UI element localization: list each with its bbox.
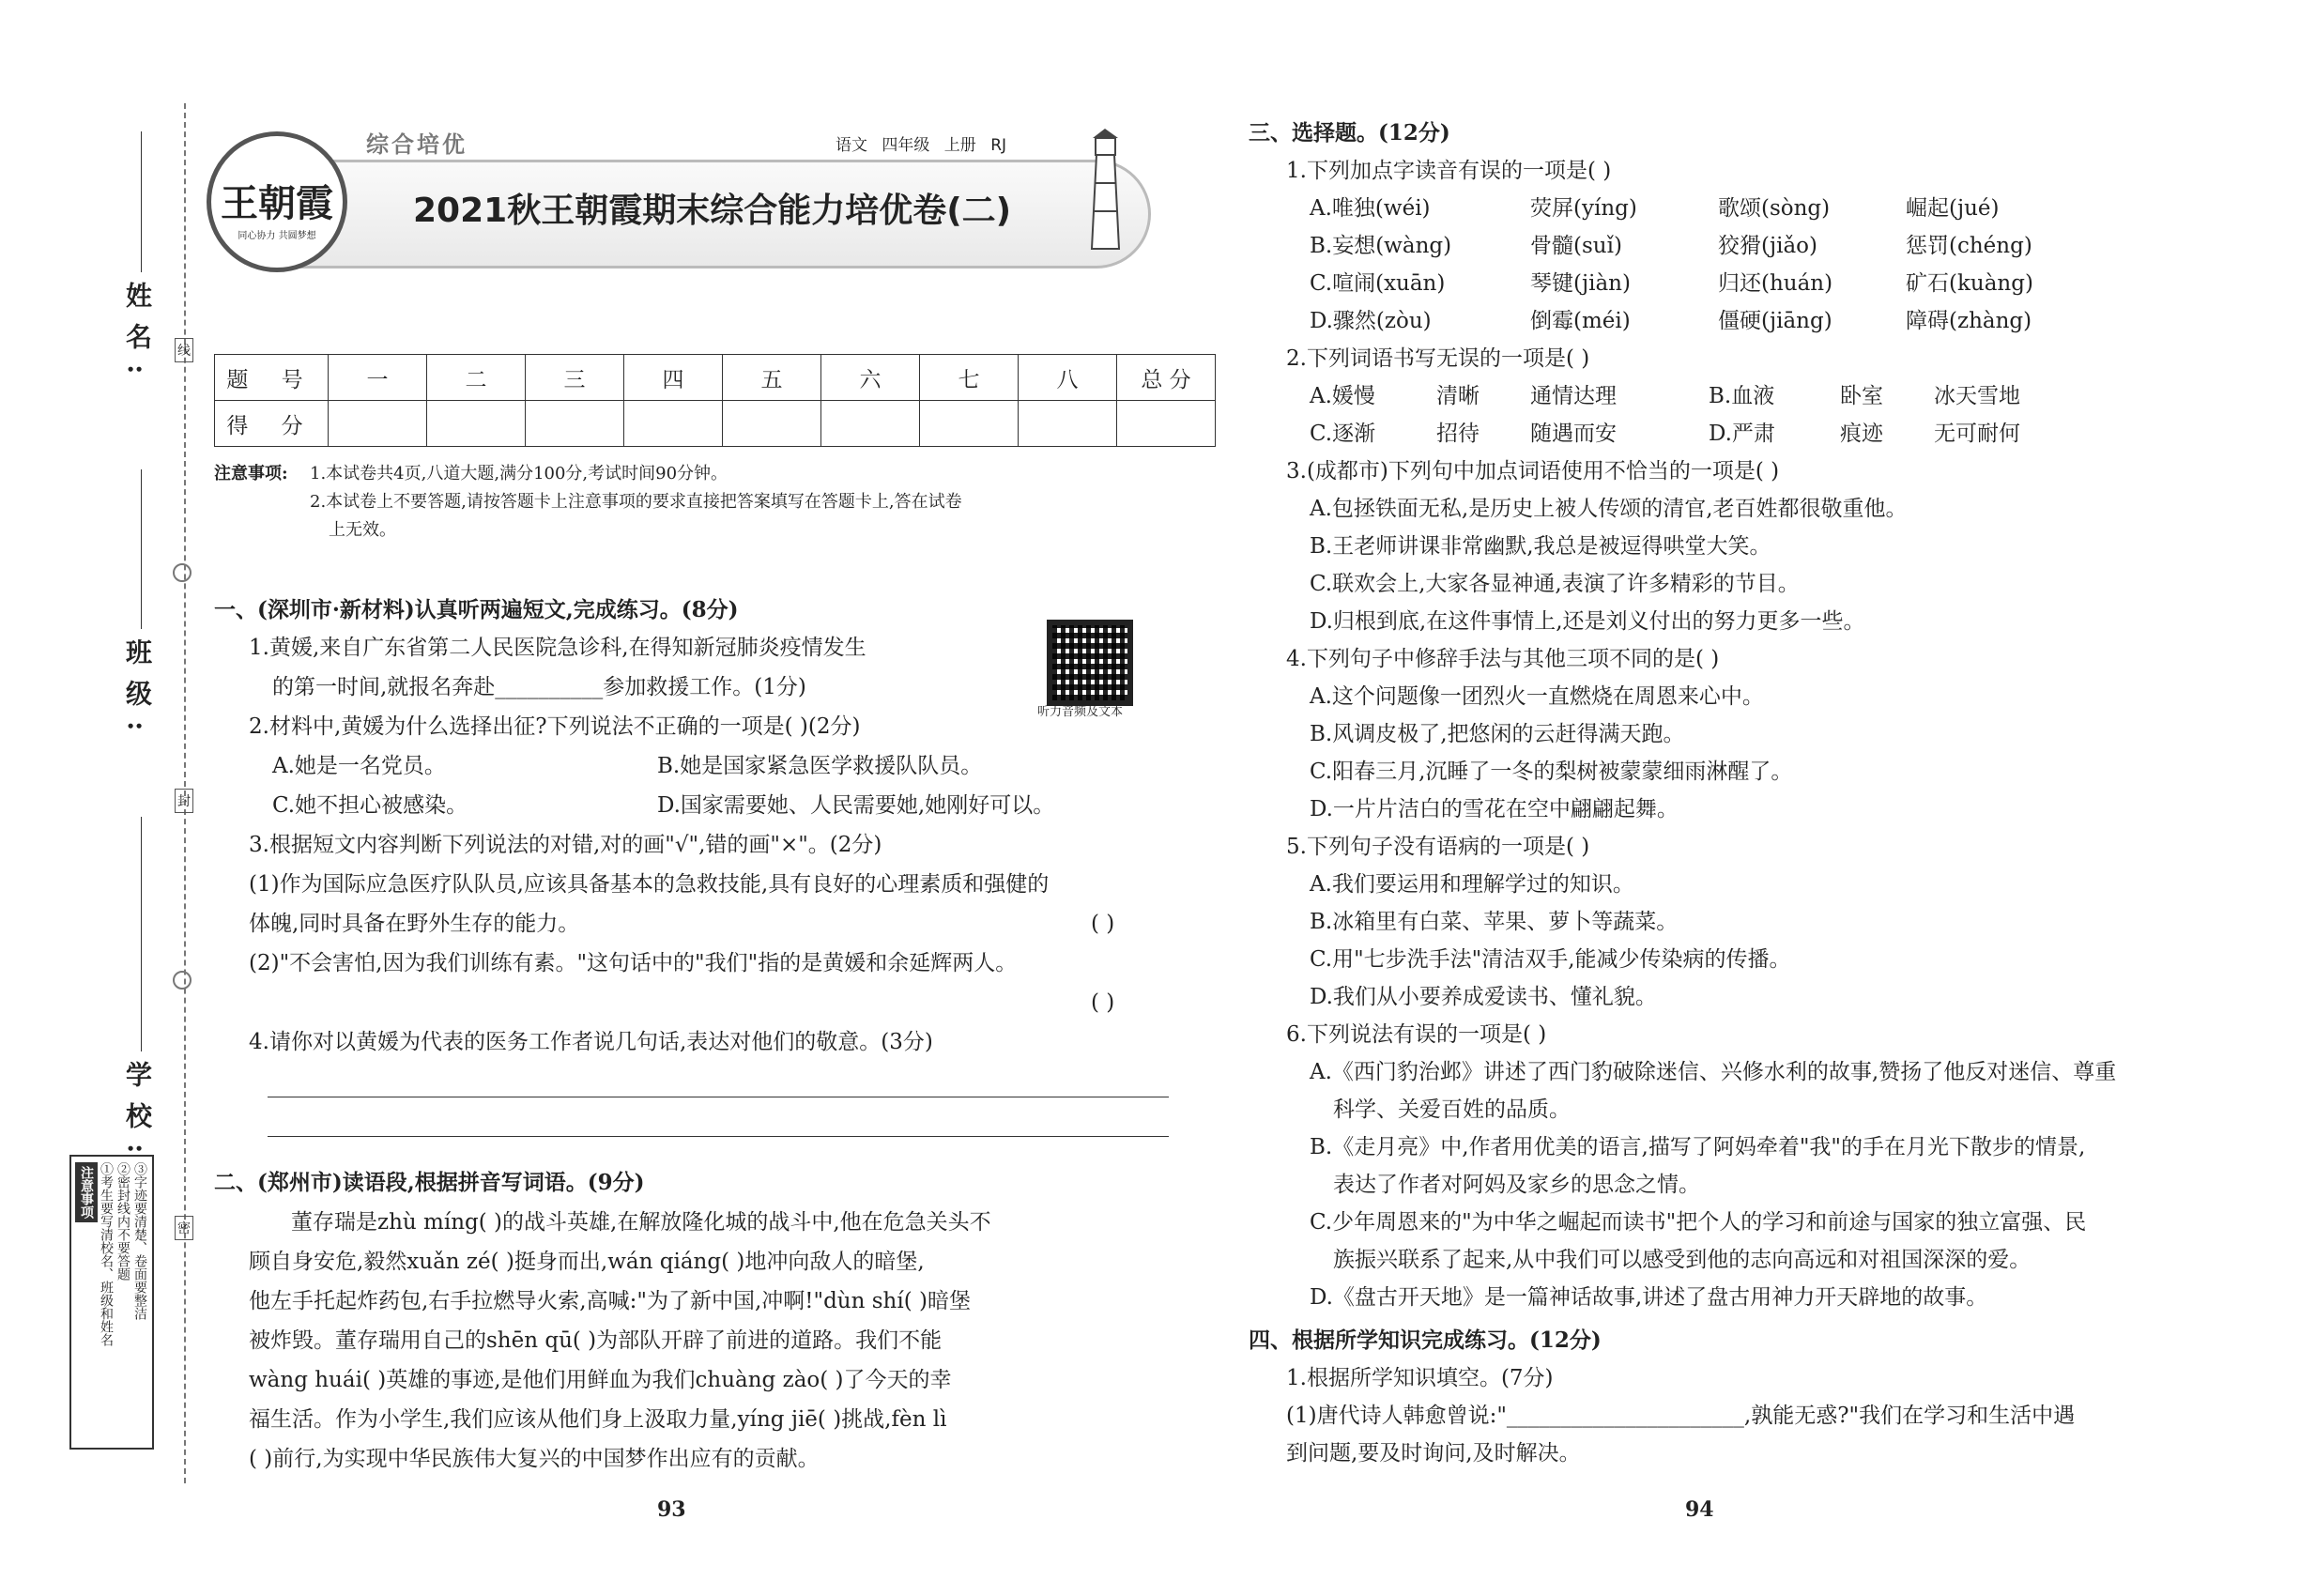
pinyin-option: B.妄想(wàng) [1310, 234, 1452, 258]
pinyin-option: 归还(huán) [1718, 271, 1833, 296]
score-cell: 四 [624, 355, 723, 401]
option-text: A.包拯铁面无私,是历史上被人传颂的清官,老百姓都很敬重他。 [1310, 497, 1908, 521]
option-text: C.阳春三月,沉睡了一冬的梨树被蒙蒙细雨淋醒了。 [1310, 760, 1793, 784]
answer-bracket[interactable]: ( ) [1091, 990, 1115, 1015]
score-input[interactable] [526, 401, 624, 447]
notes-item: ①考生要写清校名、班级和姓名 [99, 1162, 114, 1346]
page-title: 2021秋王朝霞期末综合能力培优卷(二) [413, 192, 1012, 230]
score-cell-total: 总 分 [1117, 355, 1216, 401]
score-cell: 一 [329, 355, 427, 401]
question-text: 5.下列句子没有语病的一项是( ) [1286, 835, 1590, 859]
qr-caption: 听力音频及文本 [1037, 705, 1124, 719]
option-text: C.用"七步洗手法"清洁双手,能减少传染病的传播。 [1310, 947, 1791, 972]
notice-line: 上无效。 [329, 520, 396, 540]
notice-line: 1.本试卷共4页,八道大题,满分100分,考试时间90分钟。 [310, 464, 728, 483]
score-cell: 八 [1019, 355, 1117, 401]
notes-item: ②密封线内不要答题 [115, 1162, 130, 1281]
logo-subtitle: 同心协力 共圆梦想 [238, 231, 316, 241]
pinyin-option: C.喧闹(xuān) [1310, 271, 1446, 296]
question-text: (2)"不会害怕,因为我们训练有素。"这句话中的"我们"指的是黄媛和余延辉两人。 [249, 951, 1018, 975]
option-text: C.联欢会上,大家各显神通,表演了许多精彩的节目。 [1310, 572, 1800, 596]
school-label: 学校: [122, 1061, 153, 1169]
pinyin-option: D.骤然(zòu) [1310, 309, 1432, 333]
option-text: D.归根到底,在这件事情上,还是刘义付出的努力更多一些。 [1310, 609, 1865, 634]
passage-line: 福生活。作为小学生,我们应该从他们身上汲取力量,yíng jiē( )挑战,fèn lì [249, 1407, 947, 1432]
section-1-heading: 一、(深圳市·新材料)认真听两遍短文,完成练习。(8分) [214, 597, 739, 622]
option-text: A.这个问题像一团烈火一直燃烧在周恩来心中。 [1310, 684, 1764, 709]
word-option: A.媛慢 [1310, 384, 1375, 408]
word-option: C.逐渐 [1310, 422, 1376, 446]
score-cell: 五 [723, 355, 821, 401]
passage-line: 他左手托起炸药包,右手拉燃导火索,高喊:"为了新中国,冲啊!"dùn shí( )暗堡 [249, 1289, 971, 1313]
score-cell: 七 [920, 355, 1019, 401]
word-option: 招待 [1436, 422, 1480, 446]
cut-mark-dense: 密 [175, 1216, 193, 1240]
question-text: 6.下列说法有误的一项是( ) [1286, 1022, 1547, 1047]
pinyin-option: 崛起(jué) [1906, 196, 2000, 221]
pinyin-option: 僵硬(jiāng) [1718, 309, 1832, 333]
name-field[interactable] [141, 131, 142, 272]
option-text: 科学、关爱百姓的品质。 [1333, 1097, 1571, 1122]
word-option: 通情达理 [1530, 384, 1617, 408]
word-option: 随遇而安 [1530, 422, 1617, 446]
pinyin-option: 琴键(jiàn) [1530, 271, 1631, 296]
word-option: 冰天雪地 [1934, 384, 2020, 408]
question-text: 2.下列词语书写无误的一项是( ) [1286, 346, 1590, 371]
word-option: 无可耐何 [1934, 422, 2020, 446]
option-text: B.《走月亮》中,作者用优美的语言,描写了阿妈牵着"我"的手在月光下散步的情景, [1310, 1135, 2086, 1159]
score-input[interactable] [427, 401, 526, 447]
question-text: 3.(成都市)下列句中加点词语使用不恰当的一项是( ) [1286, 459, 1780, 483]
score-cell: 二 [427, 355, 526, 401]
word-option: D.严肃 [1709, 422, 1775, 446]
score-input[interactable] [624, 401, 723, 447]
score-cell-label: 题 号 [215, 355, 329, 401]
notice-line: 2.本试卷上不要答题,请按答题卡上注意事项的要求直接把答案填写在答题卡上,答在试卷 [310, 492, 962, 512]
word-option: 卧室 [1840, 384, 1883, 408]
question-text: 1.黄媛,来自广东省第二人民医院急诊科,在得知新冠肺炎疫情发生 [249, 636, 866, 660]
option-text: D.我们从小要养成爱读书、懂礼貌。 [1310, 985, 1657, 1009]
word-option: 清晰 [1436, 384, 1480, 408]
notice-label: 注意事项: [214, 464, 288, 483]
qr-code-icon[interactable] [1047, 620, 1133, 706]
question-text: 的第一时间,就报名奔赴__________参加救援工作。(1分) [272, 675, 806, 699]
option-text: B.风调皮极了,把悠闲的云赶得满天跑。 [1310, 722, 1685, 746]
question-text: 2.材料中,黄媛为什么选择出征?下列说法不正确的一项是( )(2分) [249, 714, 861, 739]
section-3-heading: 三、选择题。(12分) [1249, 120, 1450, 146]
school-field[interactable] [141, 817, 142, 1051]
passage-line: ( )前行,为实现中华民族伟大复兴的中国梦作出应有的贡献。 [249, 1447, 820, 1471]
passage-line: 顾自身安危,毅然xuǎn zé( )挺身而出,wán qiáng( )地冲向敌人的暗堡, [249, 1250, 925, 1274]
question-text: 3.根据短文内容判断下列说法的对错,对的画"√",错的画"×"。(2分) [249, 833, 882, 857]
question-text: 1.下列加点字读音有误的一项是( ) [1286, 159, 1612, 183]
cut-mark-line: 线 [175, 338, 193, 362]
pinyin-option: 障碍(zhàng) [1906, 309, 2032, 333]
pinyin-option: 歌颂(sòng) [1718, 196, 1831, 221]
binding-hole-icon [173, 563, 192, 582]
option-text: D.一片片洁白的雪花在空中翩翩起舞。 [1310, 797, 1679, 821]
notes-item: ③字迹要清楚、卷面要整洁 [132, 1162, 147, 1320]
passage-line: wàng huái( )英雄的事迹,是他们用鲜血为我们chuàng zào( )了今天的幸 [249, 1368, 952, 1392]
binding-hole-icon [173, 971, 192, 990]
lighthouse-icon [1080, 127, 1131, 258]
score-table [214, 354, 1216, 447]
score-input-total[interactable] [1117, 401, 1216, 447]
score-cell: 三 [526, 355, 624, 401]
class-field[interactable] [141, 469, 142, 629]
series-label: 综合培优 [366, 131, 468, 158]
cut-mark-seal: 封 [175, 789, 193, 813]
brand-logo [207, 131, 347, 272]
score-input[interactable] [723, 401, 821, 447]
passage-line: 董存瑞是zhù míng( )的战斗英雄,在解放隆化城的战斗中,他在危急关头不 [291, 1210, 991, 1235]
notes-title: 注意事项 [75, 1162, 98, 1222]
word-option: B.血液 [1709, 384, 1775, 408]
page-number-right: 94 [1685, 1497, 1714, 1522]
option-text: 族振兴联系了起来,从中我们可以感受到他的志向高远和对祖国深深的爱。 [1333, 1248, 2032, 1272]
option-text: C.少年周恩来的"为中华之崛起而读书"把个人的学习和前途与国家的独立富强、民 [1310, 1210, 2087, 1235]
option-text: A.《西门豹治邺》讲述了西门豹破除迷信、兴修水利的故事,赞扬了他反对迷信、尊重 [1310, 1060, 2117, 1084]
pinyin-option: A.唯独(wéi) [1310, 196, 1431, 221]
score-cell-label: 得 分 [215, 401, 329, 447]
option-text: A.我们要运用和理解学过的知识。 [1310, 872, 1634, 897]
grade-meta: 语文 四年级 上册 RJ [836, 136, 1007, 155]
section-4-heading: 四、根据所学知识完成练习。(12分) [1249, 1327, 1602, 1353]
score-cell: 六 [821, 355, 920, 401]
answer-bracket[interactable]: ( ) [1091, 912, 1115, 936]
logo-text: 王朝霞 [221, 181, 333, 225]
option-text: D.《盘古开天地》是一篇神话故事,讲述了盘古用神力开天辟地的故事。 [1310, 1285, 1988, 1310]
pinyin-option: 荧屏(yíng) [1530, 196, 1637, 221]
passage-line: 被炸毁。董存瑞用自己的shēn qū( )为部队开辟了前进的道路。我们不能 [249, 1328, 943, 1353]
pinyin-option: 骨髓(suǐ) [1530, 234, 1622, 258]
name-label: 姓名: [122, 282, 153, 390]
option-b: B.她是国家紧急医学救援队队员。 [657, 754, 983, 778]
question-text: 到问题,要及时询问,及时解决。 [1286, 1441, 1581, 1466]
pinyin-option: 狡猾(jiǎo) [1718, 234, 1817, 258]
question-text: 1.根据所学知识填空。(7分) [1286, 1366, 1554, 1390]
question-text: (1)作为国际应急医疗队队员,应该具备基本的急救技能,具有良好的心理素质和强健的 [249, 872, 1050, 897]
fill-blank-text[interactable]: (1)唐代诗人韩愈曾说:"______________________,孰能无惑?"我们在学习和生活中遇 [1286, 1404, 2076, 1428]
pinyin-option: 倒霉(méi) [1530, 309, 1631, 333]
page-number-left: 93 [657, 1497, 686, 1522]
score-input[interactable] [329, 401, 427, 447]
score-input[interactable] [1019, 401, 1117, 447]
score-table-header-row [215, 355, 1216, 401]
option-text: 表达了作者对阿妈及家乡的思念之情。 [1333, 1173, 1700, 1197]
pinyin-option: 矿石(kuàng) [1906, 271, 2033, 296]
option-text: B.冰箱里有白菜、苹果、萝卜等蔬菜。 [1310, 910, 1679, 934]
score-table-score-row [215, 401, 1216, 447]
answer-line[interactable] [268, 1136, 1169, 1137]
pinyin-option: 惩罚(chéng) [1906, 234, 2032, 258]
section-2-heading: 二、(郑州市)读语段,根据拼音写词语。(9分) [214, 1170, 645, 1195]
class-label: 班级: [122, 638, 153, 746]
score-input[interactable] [821, 401, 920, 447]
question-text: 4.请你对以黄媛为代表的医务工作者说几句话,表达对他们的敬意。(3分) [249, 1030, 933, 1054]
option-a: A.她是一名党员。 [272, 754, 446, 778]
option-c: C.她不担心被感染。 [272, 793, 468, 818]
score-input[interactable] [920, 401, 1019, 447]
word-option: 痕迹 [1840, 422, 1883, 446]
question-text: 体魄,同时具备在野外生存的能力。 [249, 912, 580, 936]
option-text: B.王老师讲课非常幽默,我总是被逗得哄堂大笑。 [1310, 534, 1771, 559]
notes-box [69, 1155, 154, 1450]
question-text: 4.下列句子中修辞手法与其他三项不同的是( ) [1286, 647, 1720, 671]
option-d: D.国家需要她、人民需要她,她刚好可以。 [657, 793, 1055, 818]
